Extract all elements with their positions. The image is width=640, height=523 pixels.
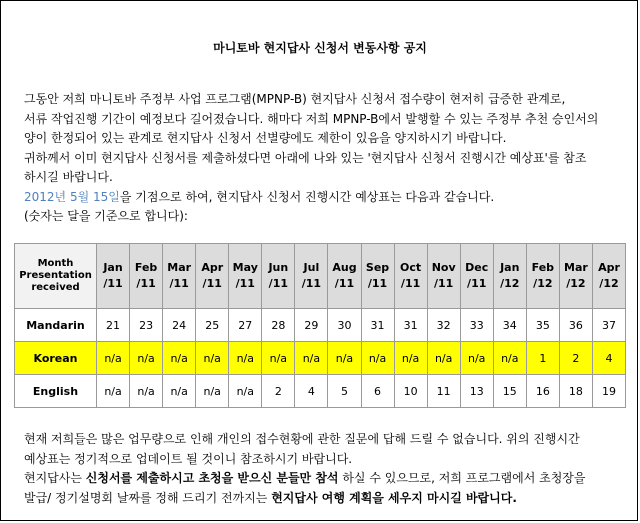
- table-cell: n/a: [361, 342, 394, 375]
- month-name: Apr: [598, 261, 620, 274]
- corner-line: Presentation: [19, 270, 92, 281]
- table-cell: 4: [592, 342, 625, 375]
- month-header: [328, 244, 361, 309]
- table-cell: 36: [559, 309, 592, 342]
- table-cell: 35: [526, 309, 559, 342]
- date-line: [24, 188, 624, 208]
- month-year: /11: [169, 277, 189, 290]
- month-name: Mar: [564, 261, 588, 274]
- footer-line: 현재 저희들은 많은 업무량으로 인해 개인의 접수현황에 관한 질문에 답해 드릴 수 없습니다. 위의 진행시간: [24, 432, 580, 446]
- month-header: [394, 244, 427, 309]
- table-cell: 16: [526, 375, 559, 408]
- month-year: /11: [367, 277, 388, 290]
- table-cell: 5: [328, 375, 361, 408]
- table-cell: n/a: [196, 375, 229, 408]
- table-cell: 34: [493, 309, 526, 342]
- footer-text: 현지답사는: [24, 471, 86, 485]
- table-row: [15, 309, 626, 342]
- month-name: Mar: [167, 261, 192, 274]
- month-header: [295, 244, 328, 309]
- month-header: [427, 244, 460, 309]
- table-cell: 21: [97, 309, 130, 342]
- month-name: Jul: [303, 261, 320, 274]
- table-header-row: [15, 244, 626, 309]
- footer-line: 예상표는 정기적으로 업데이트 될 것이니 참조하시기 바랍니다.: [24, 451, 353, 466]
- table-cell: n/a: [97, 375, 130, 408]
- table-cell: 30: [328, 309, 361, 342]
- month-header: [229, 244, 262, 309]
- corner-line: Month: [37, 258, 74, 269]
- table-row: [15, 375, 626, 408]
- month-header: [262, 244, 295, 309]
- table-cell: 2: [559, 342, 592, 375]
- month-year: /11: [467, 277, 487, 290]
- table-cell: 33: [460, 309, 493, 342]
- month-name: Oct: [400, 261, 422, 274]
- table-cell: n/a: [163, 375, 196, 408]
- month-name: Jun: [268, 261, 289, 274]
- month-header: [130, 244, 163, 309]
- intro-line: 서류 작업진행 기간이 예정보다 길어졌습니다. 해마다 저희 MPNP-B에서 발행할 수 있는 주정부 추천 승인서의: [24, 111, 599, 126]
- month-header: [361, 244, 394, 309]
- table-cell: 18: [559, 375, 592, 408]
- table-cell: 29: [295, 309, 328, 342]
- month-year: /12: [599, 277, 619, 290]
- table-cell: 27: [229, 309, 262, 342]
- month-year: /11: [433, 277, 454, 290]
- month-year: /11: [400, 277, 421, 290]
- intro-paragraph: [24, 90, 624, 227]
- month-name: Feb: [531, 261, 555, 274]
- intro-line: 양이 한정되어 있는 관계로 현지답사 신청서 선별량에도 제한이 있음을 양지하시기 바랍니다.: [24, 131, 507, 145]
- table-cell: n/a: [97, 342, 130, 375]
- month-year: /11: [268, 277, 288, 290]
- intro-line: 귀하께서 이미 현지답사 신청서를 제출하셨다면 아래에 나와 있는 '현지답사 신청서 진행시간 예상표'를 참조: [24, 150, 587, 165]
- month-name: Nov: [431, 261, 456, 274]
- schedule-table: [14, 243, 626, 408]
- table-cell: 1: [526, 342, 559, 375]
- table-cell: n/a: [229, 342, 262, 375]
- table-cell: 31: [361, 309, 394, 342]
- table-cell: n/a: [295, 342, 328, 375]
- table-cell: n/a: [493, 342, 526, 375]
- notice-title: 마니토바 현지답사 신청서 변동사항 공지: [213, 41, 427, 55]
- month-year: /12: [533, 277, 553, 290]
- month-name: Sep: [365, 261, 390, 274]
- table-cell: 31: [394, 309, 427, 342]
- month-year: /12: [566, 277, 586, 290]
- table-cell: n/a: [163, 342, 196, 375]
- month-header: [592, 244, 625, 309]
- month-name: Aug: [332, 261, 357, 274]
- month-name: Feb: [134, 261, 158, 274]
- table-cell: n/a: [460, 342, 493, 375]
- month-name: May: [232, 261, 258, 274]
- footer-text: 하실 수 있으므로, 저희 프로그램에서 초청장을: [338, 471, 586, 485]
- table-cell: 10: [394, 375, 427, 408]
- month-year: /11: [334, 277, 355, 290]
- table-cell: 4: [295, 375, 328, 408]
- month-header: [559, 244, 592, 309]
- footer-text: 발급/ 정기설명회 날짜를 정해 드리기 전까지는: [24, 490, 272, 505]
- row-label: Mandarin: [15, 309, 97, 342]
- month-year: /11: [103, 277, 123, 290]
- month-year: /11: [235, 277, 255, 290]
- month-year: /11: [301, 277, 322, 290]
- table-cell: 25: [196, 309, 229, 342]
- row-label: Korean: [15, 342, 97, 375]
- table-cell: 13: [460, 375, 493, 408]
- month-header: [196, 244, 229, 309]
- table-cell: 28: [262, 309, 295, 342]
- table-cell: 23: [130, 309, 163, 342]
- date-rest: 을 기점으로 하여, 현지답사 신청서 진행시간 예상표는 다음과 같습니다.: [119, 189, 495, 204]
- table-cell: n/a: [427, 342, 460, 375]
- corner-header: [15, 244, 97, 309]
- table-row: [15, 342, 626, 375]
- table-cell: 11: [427, 375, 460, 408]
- table-cell: 32: [427, 309, 460, 342]
- table-cell: 2: [262, 375, 295, 408]
- intro-line: 하시길 바랍니다.: [24, 170, 113, 184]
- corner-line: received: [31, 282, 80, 293]
- month-header: [460, 244, 493, 309]
- month-name: Apr: [201, 261, 224, 274]
- month-year: /11: [136, 277, 156, 290]
- month-header: [97, 244, 130, 309]
- table-cell: 15: [493, 375, 526, 408]
- footer-paragraph: [24, 430, 624, 508]
- table-cell: 37: [592, 309, 625, 342]
- table-cell: 19: [592, 375, 625, 408]
- footer-emphasis: 신청서를 제출하시고 초청을 받으신 분들만 참석: [85, 471, 339, 485]
- month-name: Jan: [500, 261, 520, 274]
- table-cell: n/a: [130, 375, 163, 408]
- table-cell: n/a: [229, 375, 262, 408]
- table-cell: n/a: [262, 342, 295, 375]
- month-year: /11: [202, 277, 222, 290]
- table-body: [15, 309, 626, 408]
- month-name: Dec: [465, 261, 489, 274]
- table-cell: n/a: [394, 342, 427, 375]
- month-header: [163, 244, 196, 309]
- table-cell: n/a: [130, 342, 163, 375]
- month-year: /12: [500, 277, 520, 290]
- footer-line: [24, 489, 624, 509]
- intro-line: 그동안 저희 마니토바 주정부 사업 프로그램(MPNP-B) 현지답사 신청서 접수량이 현저히 급증한 관계로,: [24, 92, 566, 106]
- table-cell: n/a: [196, 342, 229, 375]
- month-header: [493, 244, 526, 309]
- table-cell: 6: [361, 375, 394, 408]
- note-line: (숫자는 달을 기준으로 합니다):: [24, 209, 188, 223]
- date-highlight: 2012년 5월 15일: [24, 189, 120, 204]
- month-header: [526, 244, 559, 309]
- row-label: English: [15, 375, 97, 408]
- month-name: Jan: [103, 261, 123, 274]
- table-cell: 24: [163, 309, 196, 342]
- table-cell: n/a: [328, 342, 361, 375]
- footer-emphasis: 현지답사 여행 계획을 세우지 마시길 바랍니다.: [271, 490, 517, 505]
- footer-line: [24, 469, 624, 489]
